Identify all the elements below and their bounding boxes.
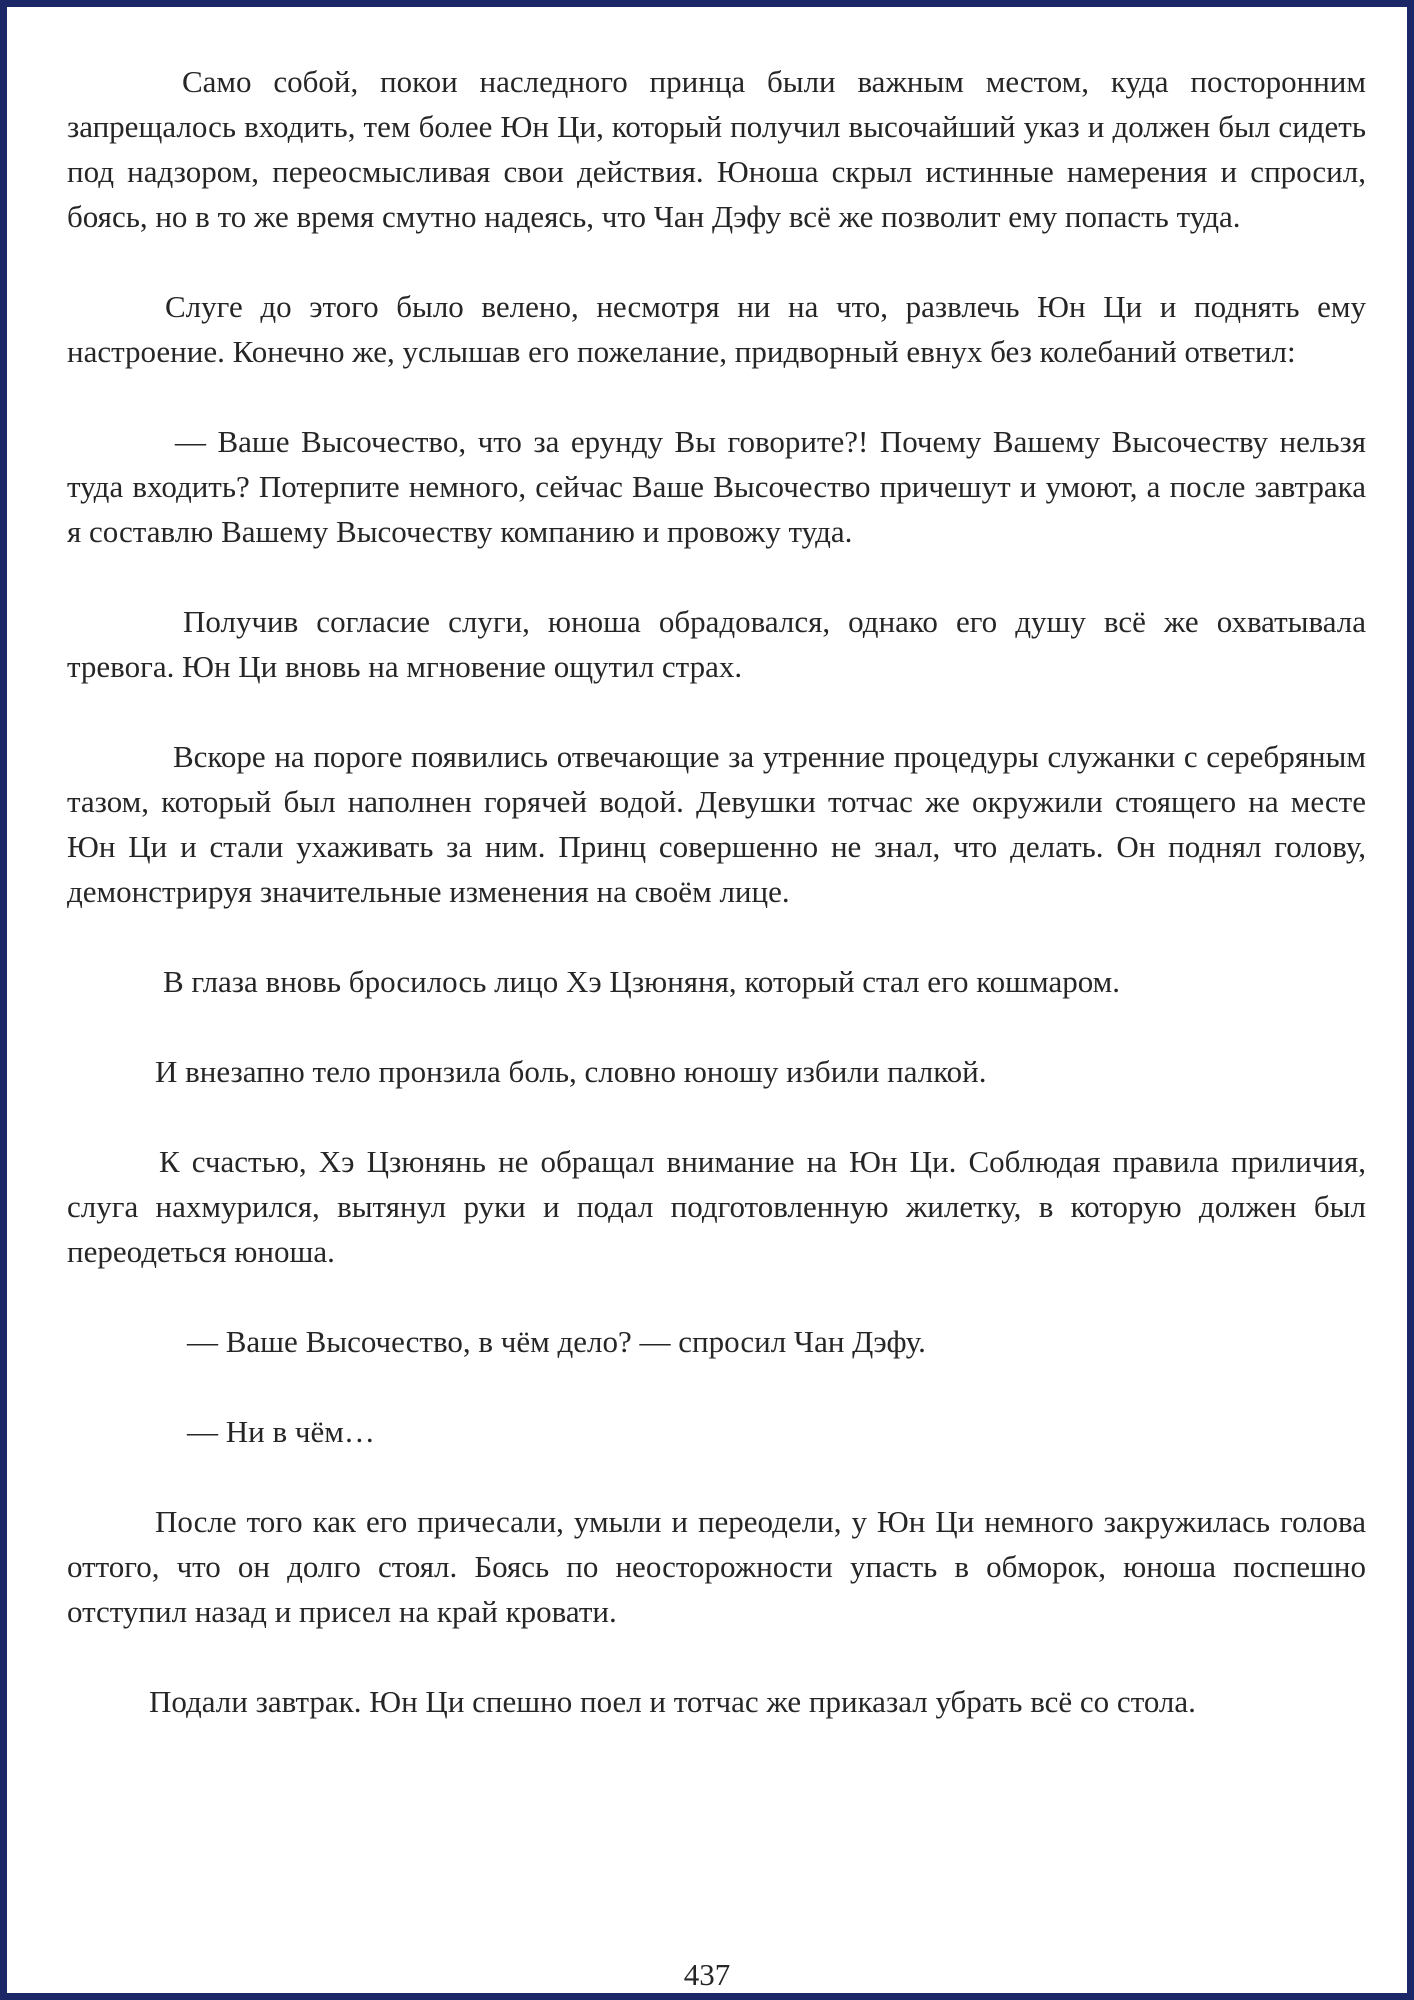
page-body (67, 59, 1366, 1724)
paragraph-9: — Ваше Высочество, в чём дело? — спросил Чан Дэфу. (187, 1324, 926, 1359)
paragraph-11: После того как его причесали, умыли и переодели, у Юн Ци немного закружилась голова оттого, что он долго стоял. Боясь по неосторожности упасть в обморок, юноша поспешно отступил назад и присел на край кровати. (67, 1504, 1366, 1629)
paragraph-4: Получив согласие слуги, юноша обрадовался, однако его душу всё же охватывала тревога. Юн Ци вновь на мгновение ощутил страх. (67, 604, 1366, 684)
paragraph-1: Само собой, покои наследного принца были важным местом, куда посторонним запрещалось входить, тем более Юн Ци, который получил высочайший указ и должен был сидеть под надзором, переосмысливая свои действия. Юноша скрыл истинные намерения и спросил, боясь, но в то же время смутно надеясь, что Чан Дэфу всё же позволит ему попасть туда. (67, 64, 1366, 234)
paragraph-2: Слуге до этого было велено, несмотря ни на что, развлечь Юн Ци и поднять ему настроение. Конечно же, услышав его пожелание, придворный евнух без колебаний ответил: (67, 289, 1366, 369)
page-number: 437 (683, 1957, 731, 1992)
paragraph-10: — Ни в чём… (187, 1414, 375, 1449)
paragraph-3: — Ваше Высочество, что за ерунду Вы говорите?! Почему Вашему Высочеству нельзя туда входить? Потерпите немного, сейчас Ваше Высочество причешут и умоют, а после завтрака я составлю Вашему Высочеству компанию и провожу туда. (67, 424, 1366, 549)
paragraph-5: Вскоре на пороге появились отвечающие за утренние процедуры служанки с серебряным тазом, который был наполнен горячей водой. Девушки тотчас же окружили стоящего на месте Юн Ци и стали ухаживать за ним. Принц совершенно не знал, что делать. Он поднял голову, демонстрируя значительные изменения на своём лице. (67, 739, 1366, 909)
paragraph-6: В глаза вновь бросилось лицо Хэ Цзюняня, который стал его кошмаром. (163, 964, 1120, 999)
paragraph-8: К счастью, Хэ Цзюнянь не обращал внимание на Юн Ци. Соблюдая правила приличия, слуга нахмурился, вытянул руки и подал подготовленную жилетку, в которую должен был переодеться юноша. (67, 1144, 1366, 1269)
paragraph-12: Подали завтрак. Юн Ци спешно поел и тотчас же приказал убрать всё со стола. (149, 1684, 1196, 1719)
paragraph-7: И внезапно тело пронзила боль, словно юношу избили палкой. (155, 1054, 987, 1089)
